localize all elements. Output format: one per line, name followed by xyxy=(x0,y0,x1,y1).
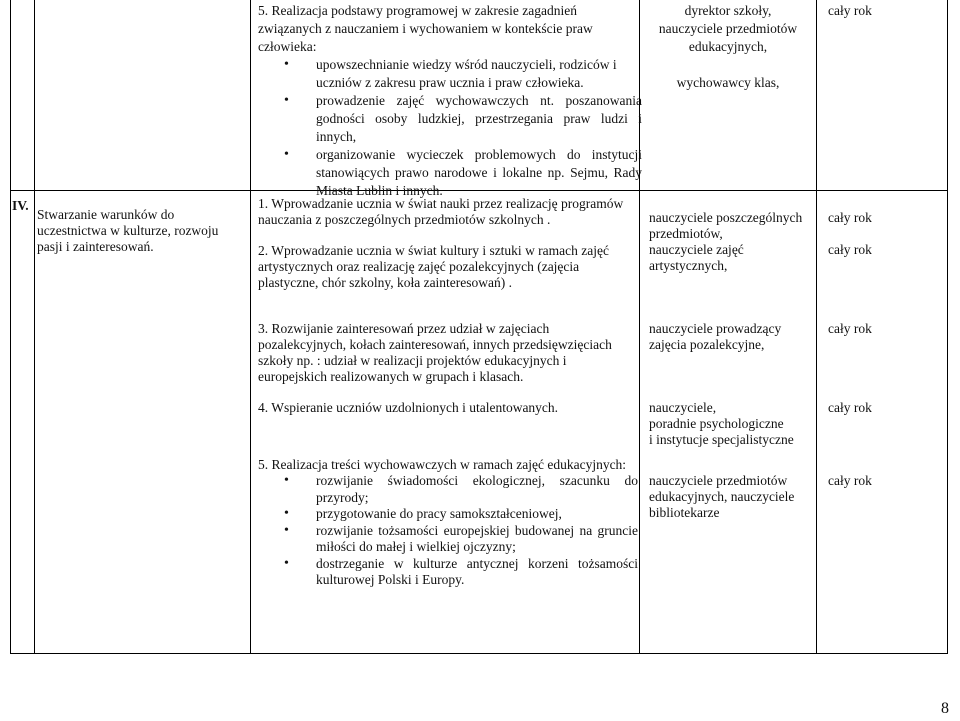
item-number: 4. xyxy=(258,400,269,415)
item-3-when: cały rok xyxy=(828,321,872,336)
item-5 xyxy=(258,457,638,589)
top-task-bullets xyxy=(258,56,642,200)
item-4-who xyxy=(649,400,819,448)
section-goal: Stwarzanie warunków do uczestnictwa w kulturze, rozwoju pasji i zainteresowań. xyxy=(37,207,219,254)
list-item: • organizowanie wycieczek problemowych do instytucji stanowiących prawo narodowe i lokalne np. Sejmu, Rady Miasta Lublin i innych. xyxy=(258,146,642,200)
item-number: 5. xyxy=(258,457,269,472)
column-divider-1 xyxy=(34,0,35,654)
when-text: cały rok xyxy=(828,3,872,18)
item-5-when: cały rok xyxy=(828,473,872,488)
item-text: Wprowadzanie ucznia w świat nauki przez realizację programów nauczania z poszczególnych przedmiotów szkolnych . xyxy=(258,196,624,227)
item-2-when: cały rok xyxy=(828,242,872,257)
top-who-cell xyxy=(640,2,816,92)
page-number: 8 xyxy=(941,700,949,717)
table-border-right xyxy=(947,0,948,654)
list-item: • rozwijanie świadomości ekologicznej, szacunku do przyrody; xyxy=(258,473,638,506)
list-item: • upowszechnianie wiedzy wśród nauczycieli, rodziców i uczniów z zakresu praw ucznia i praw człowieka. xyxy=(258,56,642,92)
item-2 xyxy=(258,243,638,291)
list-item: • prowadzenie zajęć wychowawczych nt. poszanowania godności osoby ludzkiej, przestrzegania praw ludzi i innych, xyxy=(258,92,642,146)
who-line: i instytucje specjalistyczne xyxy=(649,432,794,447)
item-text: Rozwijanie zainteresowań przez udział w zajęciach pozalekcyjnych, kołach zainteresowań, innych przedsięwzięciach szkoły np. : udział w realizacji projektów edukacyjnych i europejskich realizowanych w grupach i klasach. xyxy=(258,321,612,384)
item-4 xyxy=(258,400,638,416)
item-number: 2. xyxy=(258,243,269,258)
who-line: dyrektor szkoły, xyxy=(684,3,772,18)
top-task-cell xyxy=(258,2,642,200)
who-line: nauczyciele zajęć artystycznych, xyxy=(649,242,744,273)
list-item: • przygotowanie do pracy samokształceniowej, xyxy=(258,506,638,523)
item-text: Wspieranie uczniów uzdolnionych i utalentowanych. xyxy=(271,400,559,415)
who-line: nauczyciele poszczególnych przedmiotów, xyxy=(649,210,803,241)
who-line xyxy=(640,56,816,74)
who-line: nauczyciele, xyxy=(649,400,717,415)
item-text: Realizacja treści wychowawczych w ramach zajęć edukacyjnych: xyxy=(271,457,627,472)
top-task-title: 5. Realizacja podstawy programowej w zakresie zagadnień związanych z nauczaniem i wychowaniem w kontekście praw człowieka: xyxy=(258,3,593,54)
item-3 xyxy=(258,321,638,385)
who-line: nauczyciele przedmiotów edukacyjnych, xyxy=(658,21,798,54)
top-when-cell xyxy=(828,2,872,20)
who-text: nauczyciele prowadzący zajęcia pozalekcyjne, xyxy=(649,321,782,352)
list-item: • rozwijanie tożsamości europejskiej budowanej na gruncie miłości do małej i wielkiej ojczyzny; xyxy=(258,523,638,556)
item-1-when: cały rok xyxy=(828,210,872,225)
who-line: poradnie psychologiczne xyxy=(649,416,784,431)
item-5-who: nauczyciele przedmiotów edukacyjnych, nauczyciele bibliotekarze xyxy=(649,473,795,520)
section-roman: IV. xyxy=(12,198,29,213)
column-divider-2 xyxy=(250,0,251,654)
item-3-who xyxy=(649,321,814,353)
item-number: 3. xyxy=(258,321,269,336)
item-5-title xyxy=(258,457,638,473)
who-line: wychowawcy klas, xyxy=(676,75,780,90)
item-4-when: cały rok xyxy=(828,400,872,415)
table-border-bottom xyxy=(10,653,948,654)
list-item: • dostrzeganie w kulturze antycznej korzeni tożsamości kulturowej Polski i Europy. xyxy=(258,556,638,589)
item-number: 1. xyxy=(258,196,269,211)
item-1 xyxy=(258,196,638,228)
table-border-left xyxy=(10,0,11,654)
item-1-2-who xyxy=(641,210,817,274)
item-text: Wprowadzanie ucznia w świat kultury i sztuki w ramach zajęć artystycznych oraz realizację zajęć pozalekcyjnych (zajęcia plastyczne, chór szkolny, koła zainteresowań) . xyxy=(258,243,610,290)
item-5-bullets xyxy=(258,473,638,589)
column-divider-4 xyxy=(816,0,817,654)
